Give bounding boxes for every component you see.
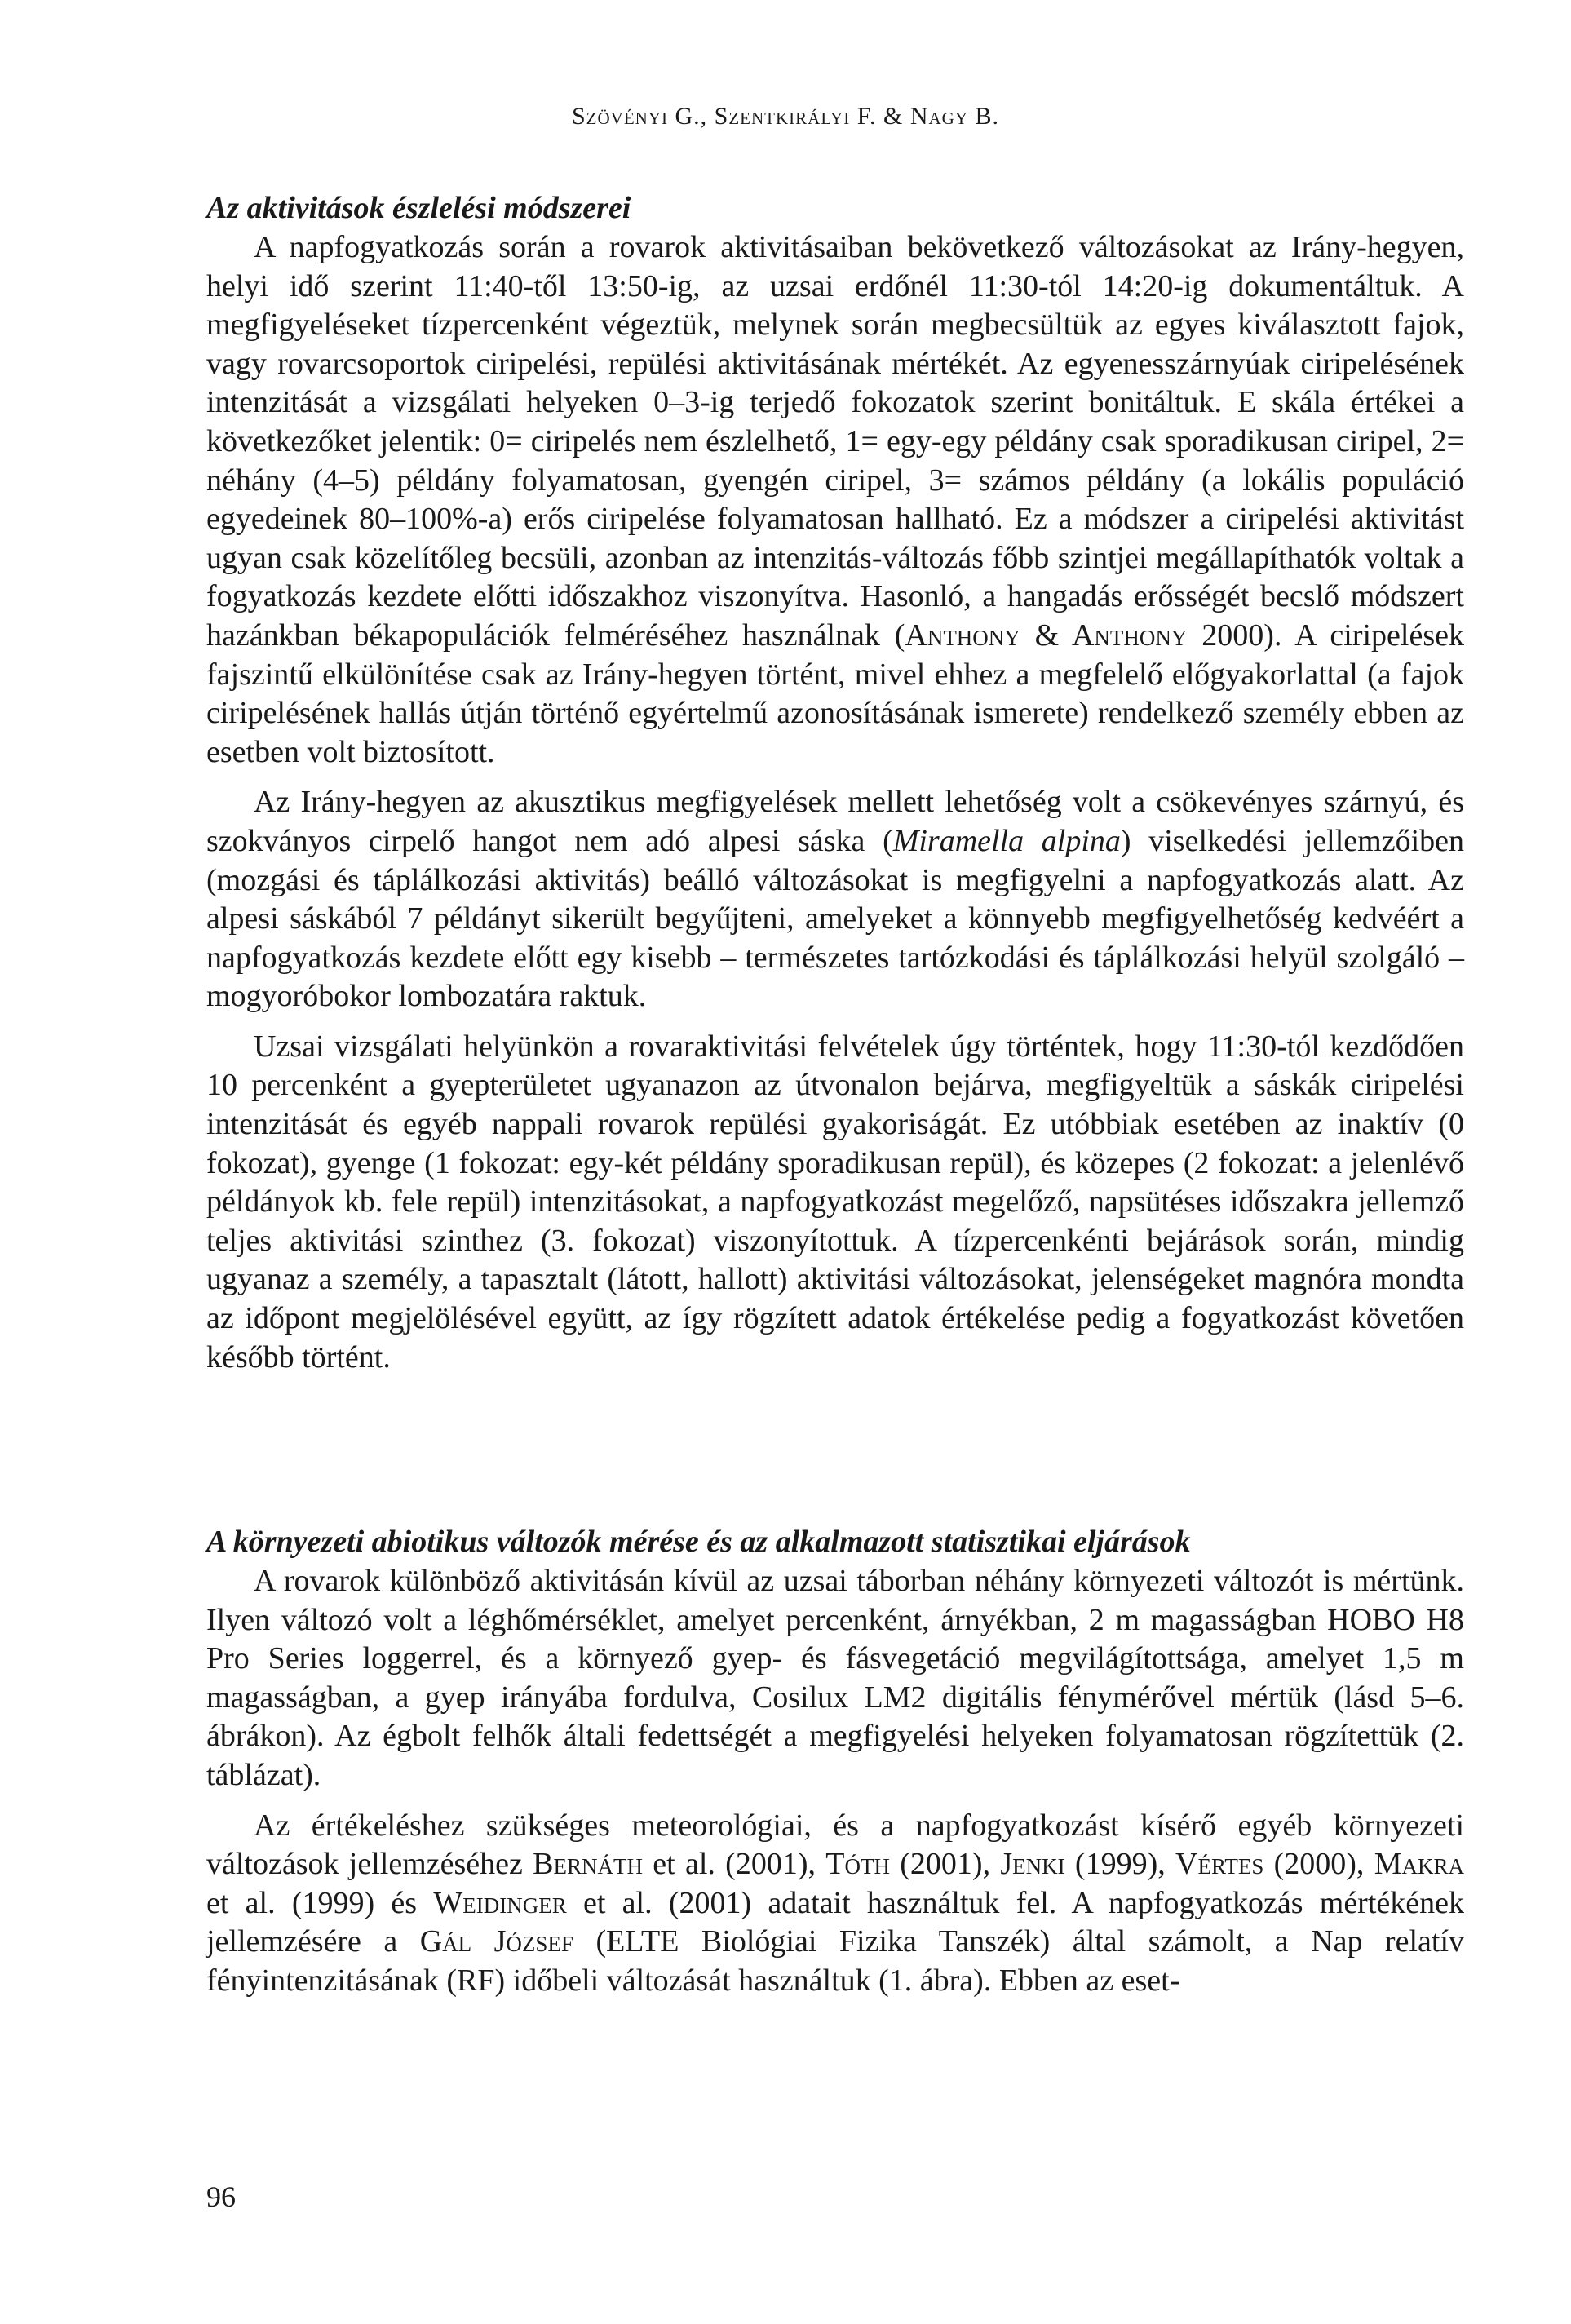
ref-gal-jozsef: Gál József <box>419 1924 573 1959</box>
section-1-paragraph-3: Uzsai vizsgálati helyünkön a rovaraktivitási felvételek úgy történtek, hogy 11:30-tól kezdődően 10 percenként a gyepterületet ugyanazon az útvonalon bejárva, megfigyeltük a sáskák ciripelési intenzitását és egyéb nappali rovarok repülési gyakoriságát. Ez utóbbiak esetében az inaktív (0 fokozat), gyenge (1 fokozat: egy-két példány sporadikusan repül), és közepes (2 fokozat: a jelenlévő példányok kb. fele repül) intenzitásokat, a napfogyatkozást megelőző, napsütéses időszakra jellemző teljes aktivitási szinthez (3. fokozat) viszonyítottuk. A tízpercenkénti bejárások során, mindig ugyanaz a személy, a tapasztalt (látott, hallott) aktivitási változásokat, jelenségeket magnóra mondta az időpont megjelölésével együtt, az így rögzített adatok értékelése pedig a fogyatkozást követően később történt. <box>206 1029 1464 1374</box>
s2p2-text-e: (2000), <box>1263 1847 1374 1882</box>
s1p2-text-a: Az Irány-hegyen az akusztikus megfigyelések mellett lehetőség volt a csökevényes szárnyú, és szokványos cirpelő hangot nem adó alpesi sáska ( <box>206 785 1464 858</box>
s2p2-text-c: (2001), <box>889 1847 1001 1882</box>
s2p2-text-g: et al. (2001) adatait használtuk fel. A napfogyatkozás mértékének jellemzésére a <box>206 1885 1464 1959</box>
section-2-title: A környezeti abiotikus változók mérése és az alkalmazott statisztikai eljárások <box>206 1525 1191 1559</box>
section-1-paragraph-2 <box>206 783 1464 1016</box>
s2p2-text-a: Az értékeléshez szükséges meteorológiai, és a napfogyatkozást kísérő egyéb környezeti változások jellemzéséhez <box>206 1808 1464 1882</box>
ref-bernath: Bernáth <box>533 1847 643 1882</box>
section-1 <box>206 188 1464 1377</box>
s1p2-text-b: ) viselkedési jellemzőiben (mozgási és táplálkozási aktivitás) beálló változásokat is megfigyelni a napfogyatkozás alatt. Az alpesi sáskából 7 példányt sikerült begyűjteni, amelyeket a könnyebb megfigyelhetőség kedvéért a napfogyatkozás kezdete előtt egy kisebb – természetes tartózkodási és táplálkozási helyül szolgáló – mogyoróbokor lombozatára raktuk. <box>206 823 1464 1014</box>
ref-toth: Tóth <box>825 1847 890 1882</box>
s1p1-ref-authors: Anthony & Anthony <box>905 618 1188 653</box>
page-number: 96 <box>206 2180 236 2213</box>
ref-weidinger: Weidinger <box>433 1885 567 1920</box>
s1p1-text: A napfogyatkozás során a rovarok aktivitásaiban bekövetkező változásokat az Irány-hegyen, helyi idő szerint 11:40-től 13:50-ig, az uzsai erdőnél 11:30-tól 14:20-ig dokumentáltuk. A megfigyeléseket tízpercenként végeztük, melynek során megbecsültük az egyes kiválasztott fajok, vagy rovarcsoportok ciripelési, repülési aktivitásának mértékét. Az egyenesszárnyúak ciripelésének intenzitását a vizsgálati helyeken 0–3-ig terjedő fokozatok szerint bonitáltuk. E skála értékei a következőket jelentik: 0= ciripelés nem észlelhető, 1= egy-egy példány csak sporadikusan ciripel, 2= néhány (4–5) példány folyamatosan, gyengén ciripel, 3= számos példány (a lokális populáció egyedeinek 80–100%-a) erős ciripelése folyamatosan hallható. Ez a módszer a ciripelési aktivitást ugyan csak közelítőleg becsüli, azonban az intenzitás-változás főbb szintjei megállapíthatók voltak a fogyatkozás kezdete előtti időszakhoz viszonyítva. Hasonló, a hangadás erősségét becslő módszert hazánkban békapopulációk felméréséhez használnak ( <box>206 230 1464 653</box>
s1p2-species-name: Miramella alpina <box>892 823 1121 858</box>
s2p2-text-d: (1999), <box>1064 1847 1176 1882</box>
ref-makra: Makra <box>1374 1847 1465 1882</box>
s2p2-text-b: et al. (2001), <box>643 1847 826 1882</box>
ref-jenki: Jenki <box>1000 1847 1065 1882</box>
section-1-title: Az aktivitások észlelési módszerei <box>206 191 631 225</box>
s2p2-text-f: et al. (1999) és <box>206 1885 434 1920</box>
ref-vertes: Vértes <box>1175 1847 1264 1882</box>
section-1-paragraph-1 <box>206 228 1464 772</box>
s1p1-ref-tail: 2000). A ciripelések fajszintű elkülönítése csak az Irány-hegyen történt, mivel ehhez a megfelelő előgyakorlattal (a fajok ciripelésének hallás útján történő egyértelmű azonosításának ismerete) rendelkező személy ebben az esetben volt biztosított. <box>206 618 1464 769</box>
running-head: Szövényi G., Szentkirályi F. & Nagy B. <box>572 103 999 130</box>
section-2-paragraph-2 <box>206 1807 1464 2001</box>
s2p2-text-h: (ELTE Biológiai Fizika Tanszék) által számolt, a Nap relatív fényintenzitásának (RF) időbeli változását használtuk (1. ábra). Ebben az eset- <box>206 1924 1464 1998</box>
section-2-paragraph-1: A rovarok különböző aktivitásán kívül az uzsai táborban néhány környezeti változót is mértünk. Ilyen változó volt a léghőmérséklet, amelyet percenként, árnyékban, 2 m magasságban HOBO H8 Pro Series loggerrel, és a környező gyep- és fásvegetáció megvilágítottsága, amelyet 1,5 m magasságban, a gyep irányába fordulva, Cosilux LM2 digitális fénymérővel mértük (lásd 5–6. ábrákon). Az égbolt felhők általi fedettségét a megfigyelési helyeken folyamatosan rögzítettük (2. táblázat). <box>206 1564 1464 1792</box>
section-2 <box>206 1521 1464 2001</box>
